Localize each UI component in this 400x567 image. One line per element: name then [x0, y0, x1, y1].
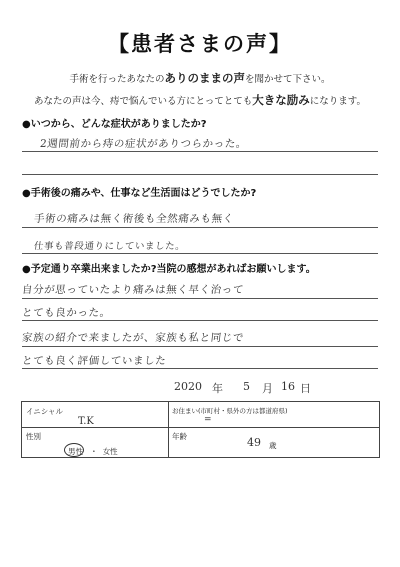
initial-label: イニシャル — [26, 407, 64, 416]
address-value: = — [204, 415, 212, 425]
intro-line-2-emphasis: 大きな励み — [252, 93, 310, 107]
date-year-unit: 年 — [212, 382, 223, 395]
gender-female-option: 女性 — [102, 447, 118, 456]
answer-rule — [22, 227, 378, 228]
gender-separator: ・ — [90, 447, 98, 456]
question-2: ●手術後の痛みや、仕事など生活面はどうでしたか? — [22, 188, 257, 199]
answer-3-line-1: 自分が思っていたより痛みは無く早く治って — [21, 284, 245, 296]
gender-options — [66, 439, 118, 458]
answer-rule — [22, 346, 378, 347]
selected-circle — [64, 443, 84, 457]
answer-2-line-1: 手術の痛みは無く術後も全然痛みも無く — [33, 213, 235, 225]
answer-rule — [22, 298, 378, 299]
initial-value: T.K — [78, 416, 94, 427]
intro-line-1-post: を聞かせて下さい。 — [245, 74, 331, 85]
answer-rule — [22, 174, 378, 175]
address-label: お住まい(市町村・県外の方は都道府県) — [172, 407, 288, 415]
intro-line-1-emphasis: ありのままの声 — [164, 71, 245, 85]
gender-label: 性別 — [26, 432, 41, 441]
intro-line-2-pre: あなたの声は今、痔で悩んでいる方にとってとても — [33, 96, 253, 107]
answer-rule — [22, 151, 378, 152]
answer-2-line-2: 仕事も普段通りにしていました。 — [33, 241, 186, 252]
gender-male-option — [66, 445, 85, 458]
answer-3-line-2: とても良かった。 — [21, 307, 112, 319]
date-year: 2020 — [174, 380, 202, 393]
intro-line-1-pre: 手術を行ったあなたの — [69, 74, 165, 85]
date-month-unit: 月 — [262, 382, 273, 395]
age-unit: 歳 — [269, 441, 277, 450]
date-month: 5 — [243, 380, 250, 393]
date-day: 16 — [281, 380, 295, 393]
answer-rule — [22, 368, 378, 369]
question-3: ●予定通り卒業出来ましたか?当院の感想があればお願いします。 — [22, 264, 316, 275]
gender-male-text: 男性 — [68, 447, 83, 456]
question-1: ●いつから、どんな症状がありましたか? — [22, 119, 207, 130]
answer-1-line-1: 2週間前から痔の症状がありつらかった。 — [39, 138, 248, 150]
date-day-unit: 日 — [300, 382, 311, 395]
intro-line-2-post: になります。 — [309, 96, 367, 107]
table-divider — [22, 427, 379, 428]
answer-rule — [22, 253, 378, 254]
intro-line-2 — [0, 92, 400, 108]
answer-3-line-4: とても良く評価していました — [21, 355, 167, 367]
age-value: 49 — [247, 436, 261, 449]
table-divider — [168, 402, 169, 457]
age-label: 年齢 — [172, 432, 187, 441]
intro-line-1 — [0, 70, 400, 86]
answer-3-line-3: 家族の紹介で来ましたが、家族も私と同じで — [21, 332, 245, 344]
info-table — [21, 401, 380, 458]
answer-rule — [22, 320, 378, 321]
page-title: 【患者さまの声】 — [108, 32, 292, 56]
